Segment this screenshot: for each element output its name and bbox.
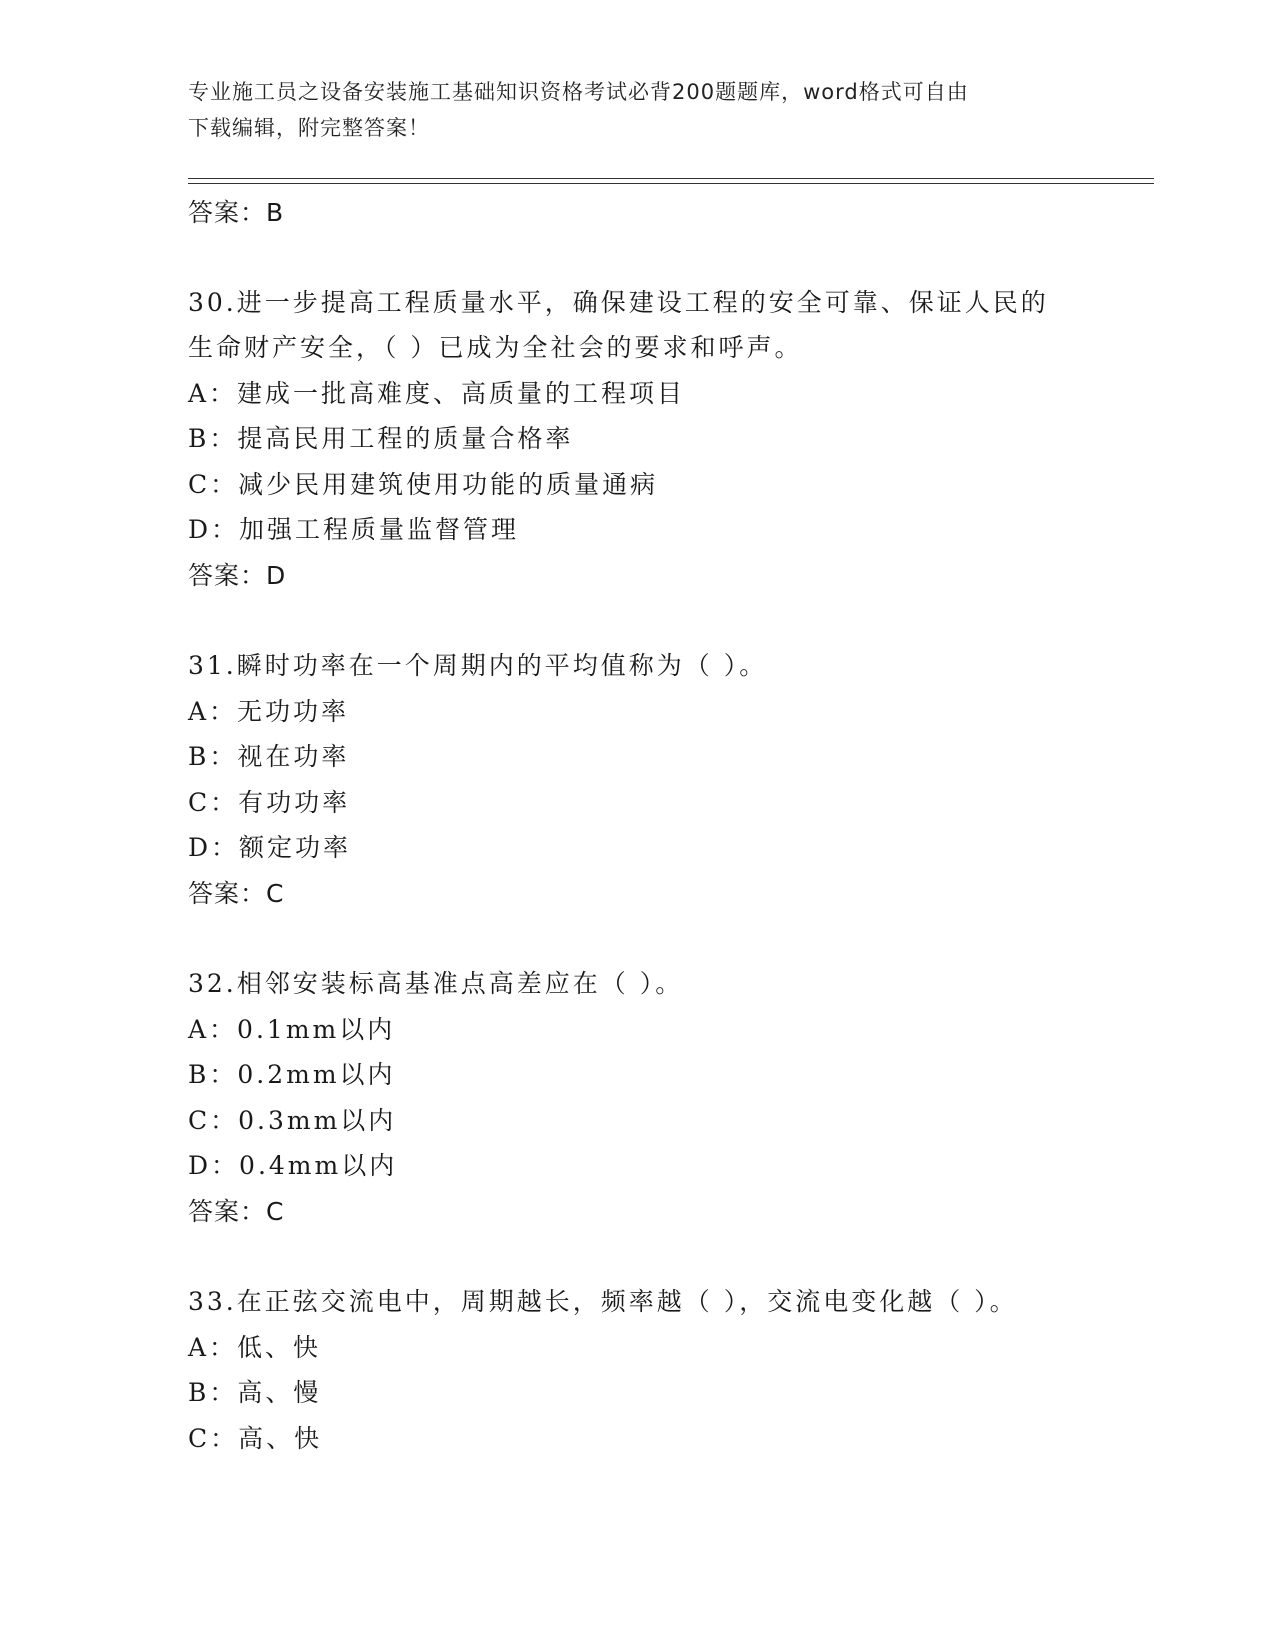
option-d: D：0.4mm以内: [188, 1151, 398, 1180]
option-a: A：低、快: [188, 1332, 322, 1362]
question-30: [188, 280, 1154, 599]
question-text: 30.进一步提高工程质量水平，确保建设工程的安全可靠、保证人民的: [188, 287, 1049, 317]
page-header: [188, 74, 1068, 146]
question-text: 33.在正弦交流电中，周期越长，频率越（ ），交流电变化越（ ）。: [188, 1287, 1018, 1316]
option-d: D：额定功率: [188, 833, 352, 862]
answer: 答案：C: [188, 1196, 285, 1226]
question-text: 生命财产安全，（ ）已成为全社会的要求和呼声。: [188, 333, 803, 362]
question-text: 31.瞬时功率在一个周期内的平均值称为（ ）。: [188, 651, 768, 680]
option-c: C：高、快: [188, 1423, 323, 1453]
question-33: [188, 1279, 1154, 1461]
option-b: B：提高民用工程的质量合格率: [188, 424, 574, 453]
option-b: B：0.2mm以内: [188, 1060, 396, 1089]
previous-answer: 答案：B: [188, 198, 285, 227]
question-31: [188, 643, 1154, 916]
option-d: D：加强工程质量监督管理: [188, 515, 520, 544]
option-b: B：高、慢: [188, 1378, 322, 1407]
header-line-2: 下载编辑，附完整答案！: [188, 116, 430, 140]
question-text: 32.相邻安装标高基准点高差应在（ ）。: [188, 969, 684, 998]
option-c: C：减少民用建筑使用功能的质量通病: [188, 469, 659, 499]
question-32: [188, 961, 1154, 1234]
header-divider: [188, 178, 1154, 184]
option-c: C：有功功率: [188, 787, 351, 817]
header-line-1: 专业施工员之设备安装施工基础知识资格考试必背200题题库，word格式可自由: [188, 80, 969, 104]
option-a: A：0.1mm以内: [188, 1014, 396, 1044]
option-b: B：视在功率: [188, 742, 350, 771]
option-c: C：0.3mm以内: [188, 1105, 397, 1135]
option-a: A：无功功率: [188, 696, 350, 726]
answer: 答案：C: [188, 878, 285, 908]
answer: 答案：D: [188, 560, 287, 590]
option-a: A：建成一批高难度、高质量的工程项目: [188, 378, 686, 408]
document-body: [188, 190, 1154, 1461]
